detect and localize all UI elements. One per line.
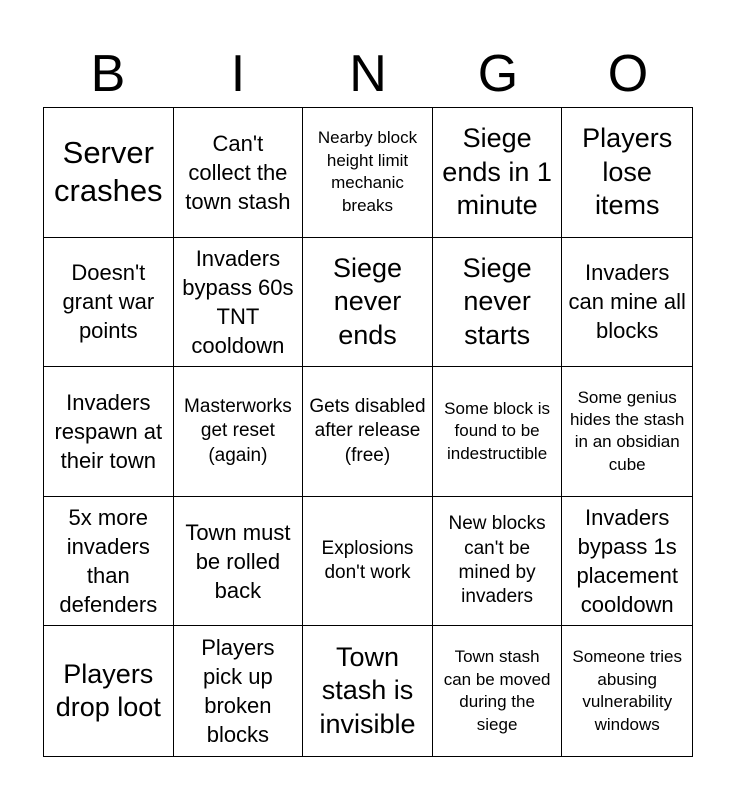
bingo-cell-text: Can't collect the town stash [185, 130, 291, 214]
bingo-cell-r4-c4[interactable] [433, 497, 563, 627]
bingo-cell-r2-c3[interactable] [303, 238, 433, 368]
bingo-cell-text: Gets disabled after release (free) [309, 396, 426, 466]
bingo-cell-r4-c2[interactable] [174, 497, 304, 627]
bingo-cell-text: Players pick up broken blocks [201, 635, 275, 748]
bingo-cell-text: Some block is found to be indestructible [444, 398, 550, 463]
bingo-cell-r5-c5[interactable] [562, 626, 692, 756]
bingo-cell-text: Invaders bypass 1s placement cooldown [576, 505, 678, 618]
bingo-cell-r3-c1[interactable] [44, 367, 174, 497]
header-letter-o: O [607, 45, 649, 103]
bingo-cell-r1-c4[interactable] [433, 108, 563, 238]
bingo-cell-text: Town must be rolled back [185, 519, 291, 603]
bingo-cell-text: Siege ends in 1 minute [442, 123, 552, 221]
bingo-cell-text: Server crashes [54, 135, 163, 209]
bingo-cell-text: Nearby block height limit mechanic breaks [317, 128, 418, 215]
bingo-cell-r5-c3[interactable] [303, 626, 433, 756]
bingo-cell-text: Explosions don't work [321, 537, 414, 584]
bingo-cell-r1-c1[interactable] [44, 108, 174, 238]
header-letter-n: N [349, 45, 387, 103]
bingo-cell-text: Players lose items [582, 123, 673, 221]
bingo-cell-text: 5x more invaders than defenders [59, 505, 158, 618]
bingo-cell-r2-c2[interactable] [174, 238, 304, 368]
bingo-cell-r5-c2[interactable] [174, 626, 304, 756]
bingo-cell-r2-c5[interactable] [562, 238, 692, 368]
bingo-cell-text: Someone tries abusing vulnerability windows [572, 647, 682, 734]
bingo-cell-r1-c5[interactable] [562, 108, 692, 238]
bingo-cell-text: Masterworks get reset (again) [184, 396, 292, 466]
bingo-cell-text: Town stash can be moved during the siege [443, 647, 551, 734]
bingo-cell-r4-c3[interactable] [303, 497, 433, 627]
bingo-cell-text: Doesn't grant war points [62, 260, 155, 344]
header-letter-i: I [230, 45, 246, 103]
bingo-cell-r1-c3[interactable] [303, 108, 433, 238]
bingo-cell-text: Town stash is invisible [319, 641, 416, 739]
bingo-cell-text: New blocks can't be mined by invaders [448, 513, 546, 608]
bingo-cell-text: Invaders respawn at their town [54, 389, 163, 473]
bingo-cell-r3-c4[interactable] [433, 367, 563, 497]
header-letter-g: G [477, 45, 519, 103]
bingo-board [43, 107, 693, 757]
bingo-cell-text: Players drop loot [55, 658, 161, 723]
bingo-cell-r1-c2[interactable] [174, 108, 304, 238]
bingo-header [43, 40, 693, 108]
bingo-cell-text: Siege never ends [332, 252, 403, 350]
bingo-cell-r3-c5[interactable] [562, 367, 692, 497]
bingo-cell-r4-c5[interactable] [562, 497, 692, 627]
bingo-cell-r2-c4[interactable] [433, 238, 563, 368]
bingo-cell-text: Invaders can mine all blocks [568, 260, 686, 344]
bingo-cell-r3-c3[interactable] [303, 367, 433, 497]
bingo-cell-text: Some genius hides the stash in an obsidian cube [570, 387, 685, 474]
bingo-cell-r5-c1[interactable] [44, 626, 174, 756]
bingo-cell-r5-c4[interactable] [433, 626, 563, 756]
bingo-cell-r4-c1[interactable] [44, 497, 174, 627]
header-letter-b: B [90, 45, 126, 103]
bingo-cell-r2-c1[interactable] [44, 238, 174, 368]
bingo-cell-r3-c2[interactable] [174, 367, 304, 497]
bingo-cell-text: Invaders bypass 60s TNT cooldown [182, 245, 294, 358]
bingo-cell-text: Siege never starts [462, 252, 532, 350]
